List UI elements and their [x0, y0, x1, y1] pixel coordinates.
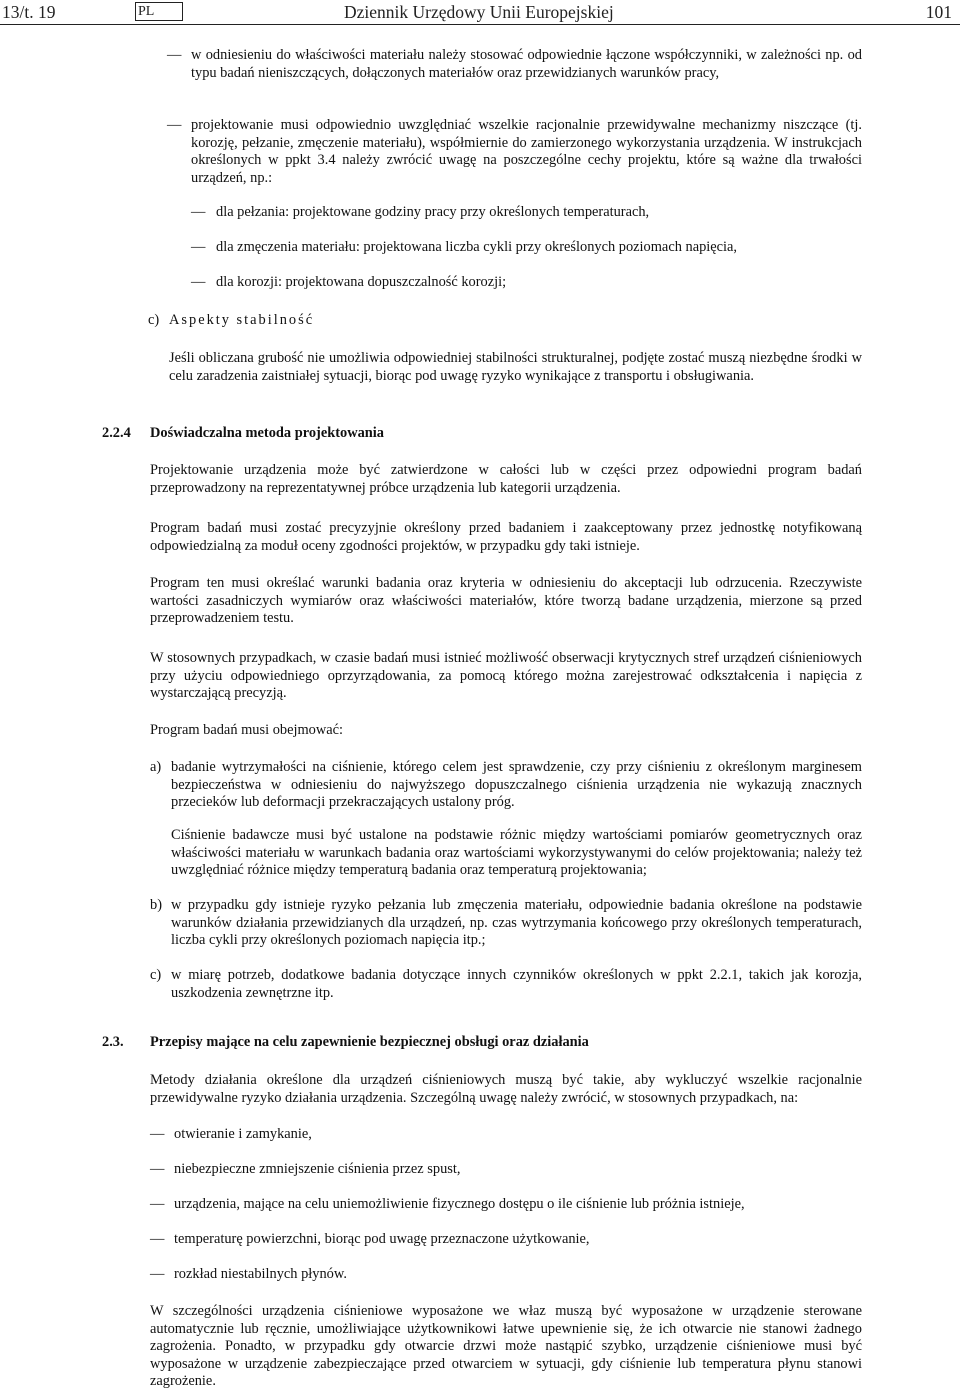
paragraph-text: Program badań musi zostać precyzyjnie określony przed badaniem i zaakceptowany przez jednostkę notyfikowaną odpowiedzialną za moduł oceny zgodności projektów, w przypadku gdy taki istnieje.: [150, 520, 862, 554]
dash-bullet: [191, 204, 205, 222]
dash-bullet: [191, 239, 205, 257]
paragraph-5: Program badań musi obejmować:: [150, 722, 344, 738]
list-item-text: w odniesieniu do właściwości materiału należy stosować odpowiednie łączone współczynniki, w zależności np. od typu badań nieniszczących, dołączonych materiałów oraz przewidzianych warunków pracy,: [191, 47, 862, 81]
paragraph-text: Metody działania określone dla urządzeń ciśnieniowych muszą być takie, aby wykluczyć wszelkie racjonalnie przewidywalne ryzyko działania urządzenia. Szczególną uwagę należy zwrócić, w stosownych przypadkach, na:: [150, 1072, 862, 1106]
hazard-item: temperaturę powierzchni, biorąc pod uwagę przeznaczone użytkowanie,: [174, 1231, 590, 1247]
list-item-text: w miarę potrzeb, dodatkowe badania dotyczące innych czynników określonych w ppkt 2.2.1, takich jak korozja, uszkodzenia zewnętrzne itp.: [171, 967, 862, 1001]
list-label-b: b): [150, 897, 162, 913]
list-item-text: badanie wytrzymałości na ciśnienie, którego celem jest sprawdzenie, czy przy ciśnieniu z określonym marginesem bezpieczeństwa w odniesieniu do najwyższego dopuszczalnego ciśnienia urządzenia nie wykazują znacznych przecieków lub deformacji przekraczających ustalony próg.: [171, 759, 862, 811]
paragraph-4: [150, 650, 862, 703]
dash-bullet: [167, 117, 181, 135]
sub-item-creep: dla pełzania: projektowane godziny pracy przy określonych temperaturach,: [216, 204, 650, 220]
sub-item-corrosion: dla korozji: projektowana dopuszczalność korozji;: [216, 274, 507, 290]
subsection-label-c: c): [148, 312, 160, 328]
list-item-text: projektowanie musi odpowiednio uwzględniać wszelkie racjonalnie przewidywalne mechanizmy niszczące (tj. korozję, pełzanie, zmęczenie materiału), współmiernie do zamierzonego wykorzystania urządzenia. W instrukcjach określonych w ppkt 3.4 należy zwrócić uwagę na poszczególne cechy projektu, które są ważne dla trwałości urządzeń, np.:: [191, 117, 862, 186]
list-item-c: [171, 967, 862, 1002]
dash-bullet: [150, 1196, 164, 1214]
list-label-c: c): [150, 967, 162, 983]
journal-title: Dziennik Urzędowy Unii Europejskiej: [344, 2, 614, 22]
section-title-experimental-design: Doświadczalna metoda projektowania: [150, 425, 384, 441]
hazard-item: otwieranie i zamykanie,: [174, 1126, 312, 1142]
paragraph-6: [150, 1072, 862, 1107]
list-item-coefficients: [191, 47, 862, 82]
paragraph-text: W stosownych przypadkach, w czasie badań musi istnieć możliwość obserwacji krytycznych stref urządzeń ciśnieniowych przy użyciu odpowiedniego oprzyrządowania, za pomocą którego można zarejestrować odkształcenia i napięcia z wystarczającą precyzją.: [150, 650, 862, 702]
paragraph-3: [150, 575, 862, 628]
dash-bullet: [191, 274, 205, 292]
subsection-title-stability: Aspekty stabilność: [169, 312, 315, 328]
page-number: 101: [925, 2, 952, 22]
dash-bullet: [167, 47, 181, 65]
paragraph-stability: [169, 350, 862, 385]
section-title-safe-operation: Przepisy mające na celu zapewnienie bezpiecznej obsługi oraz działania: [150, 1034, 589, 1050]
paragraph-1: [150, 462, 862, 497]
sub-item-fatigue: dla zmęczenia materiału: projektowana liczba cykli przy określonych poziomach napięcia,: [216, 239, 738, 255]
paragraph-text: W szczególności urządzenia ciśnieniowe wyposażone we właz muszą być wyposażone w urządzenie sterowane automatycznie lub ręcznie, umożliwiające użytkownikowi łatwe upewnienie się, że ich otwarcie nie stanowi żadnego zagrożenia. Ponadto, w przypadku gdy otwarcie drzwi może nastąpić szybko, urządzenie ciśnieniowe musi być wyposażone w urządzenie zabezpieczające przed otwarciem w sytuacji, gdy ciśnienie lub temperatura płynu stanowi zagrożenie.: [150, 1303, 862, 1390]
paragraph-7: [150, 1303, 862, 1391]
dash-bullet: [150, 1161, 164, 1179]
list-item-design-mechanisms: [191, 117, 862, 187]
list-item-text: w przypadku gdy istnieje ryzyko pełzania lub zmęczenia materiału, odpowiednie badania określone na podstawie warunków działania przewidzianych dla urządzeń, np. czas wytrzymania końcowego przy określonych temperaturach, liczba cykli przy określonych poziomach napięcia itp.;: [171, 897, 862, 949]
list-item-a-continued: [171, 827, 862, 880]
hazard-item: niebezpieczne zmniejszenie ciśnienia przez spust,: [174, 1161, 461, 1177]
section-number-2-3: 2.3.: [102, 1034, 124, 1050]
list-item-a: [171, 759, 862, 812]
paragraph-text: Projektowanie urządzenia może być zatwierdzone w całości lub w części przez odpowiedni program badań przeprowadzony na reprezentatywnej próbce urządzenia lub kategorii urządzenia.: [150, 462, 862, 496]
page-reference: 13/t. 19: [2, 2, 56, 22]
hazard-item: rozkład niestabilnych płynów.: [174, 1266, 347, 1282]
paragraph-2: [150, 520, 862, 555]
list-label-a: a): [150, 759, 162, 775]
paragraph-text: Program ten musi określać warunki badania oraz kryteria w odniesieniu do akceptacji lub odrzucenia. Rzeczywiste wartości zasadniczych wymiarów oraz właściwości materiałów, które tworzą badane urządzenia, mierzone są przed przeprowadzeniem testu.: [150, 575, 862, 627]
section-number-2-2-4: 2.2.4: [102, 425, 131, 441]
language-box: PL: [135, 2, 183, 21]
paragraph-text: Jeśli obliczana grubość nie umożliwia odpowiedniej stabilności strukturalnej, podjęte zostać muszą niezbędne środki w celu zaradzenia zaistniałej sytuacji, biorąc pod uwagę ryzyko wynikające z transportu i obsługiwania.: [169, 350, 862, 384]
list-item-b: [171, 897, 862, 950]
dash-bullet: [150, 1126, 164, 1144]
hazard-item: urządzenia, mające na celu uniemożliwienie fizycznego dostępu o ile ciśnienie lub próżnia istnieje,: [174, 1196, 745, 1212]
page-header: [0, 0, 960, 25]
dash-bullet: [150, 1266, 164, 1284]
dash-bullet: [150, 1231, 164, 1249]
list-item-text: Ciśnienie badawcze musi być ustalone na podstawie różnic między wartościami pomiarów geometrycznych oraz właściwości materiału w warunkach badania oraz wartościami wykorzystywanymi do celów projektowania; należy też uwzględniać różnice między temperaturą badania oraz temperaturą projektowania;: [171, 827, 862, 879]
